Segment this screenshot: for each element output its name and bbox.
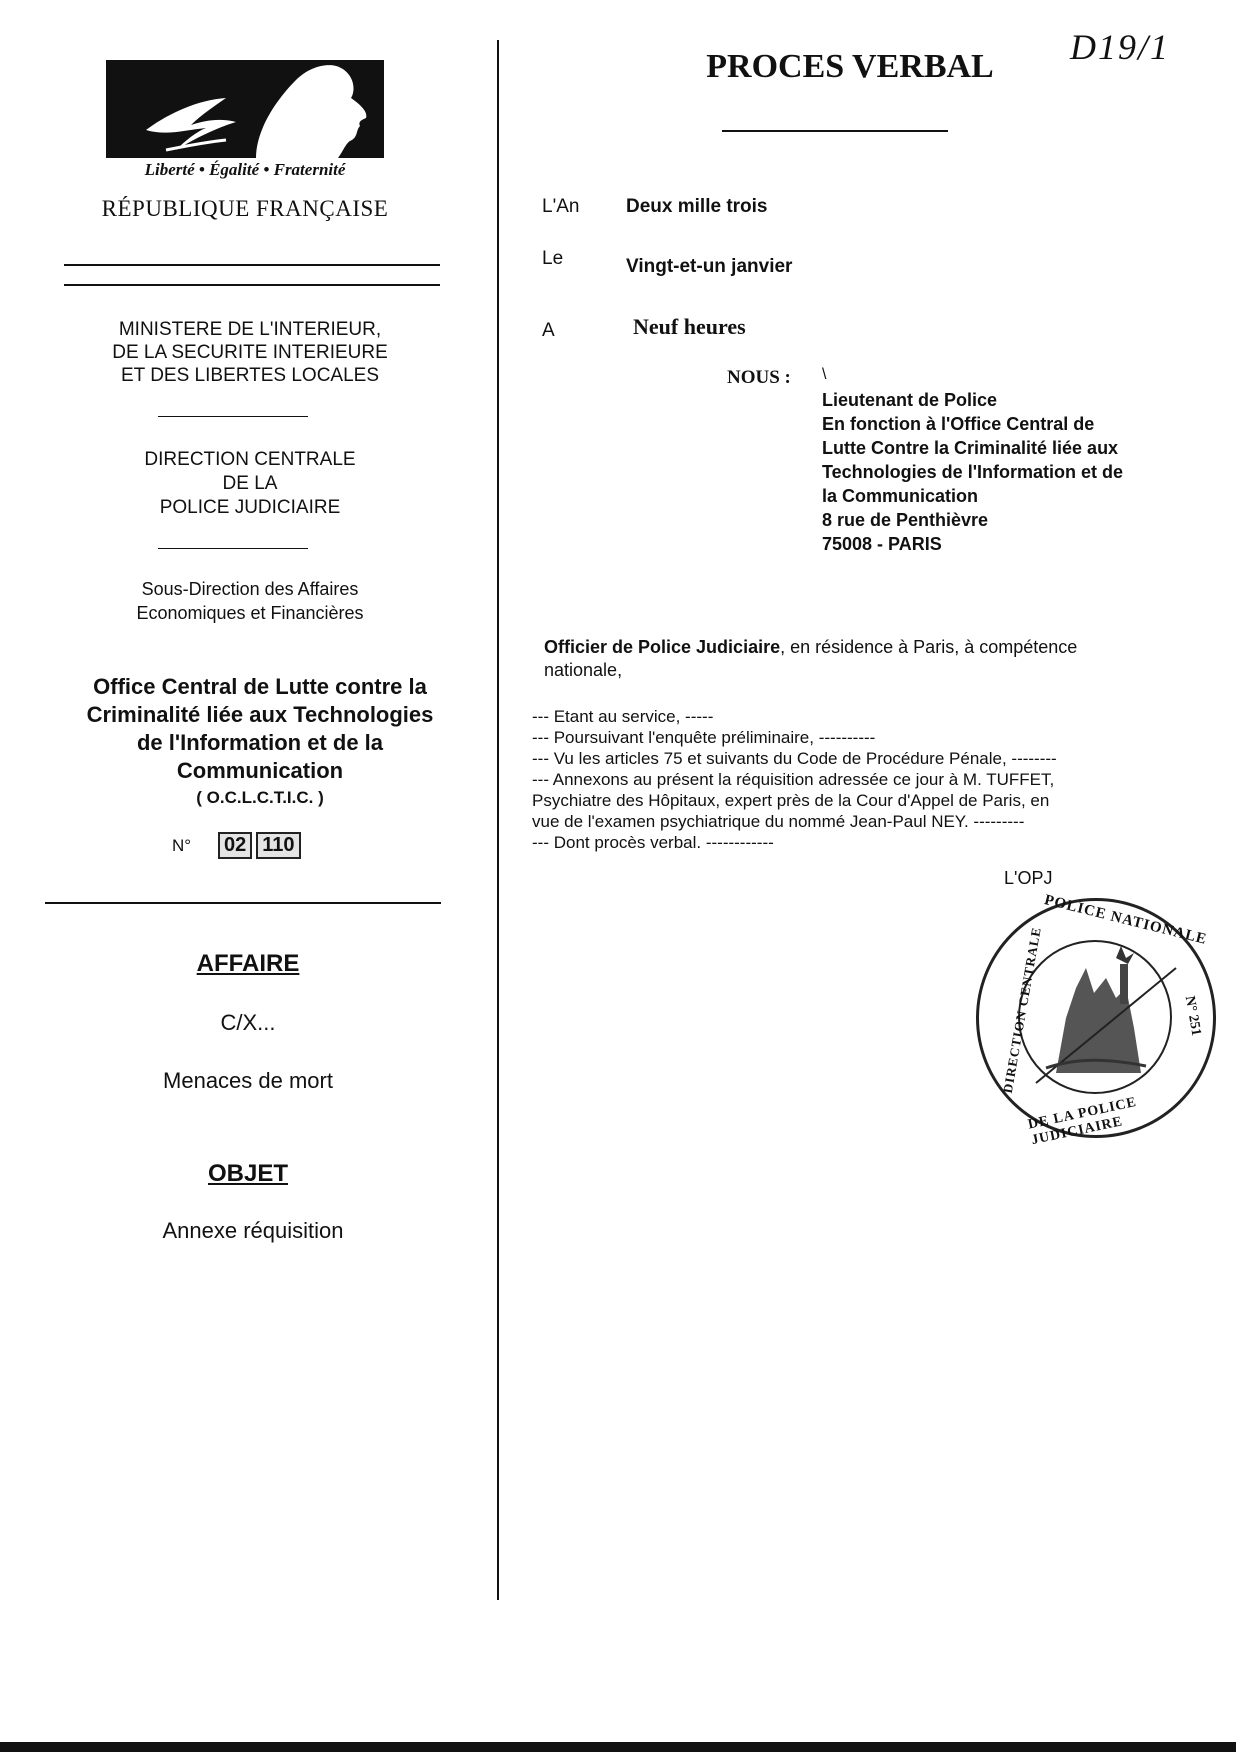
marianne-profile-icon [106,60,384,158]
case-number [218,832,301,859]
body-line: --- Dont procès verbal. ------------ [532,833,774,852]
body-line: --- Poursuivant l'enquête préliminaire, ---------- [532,728,876,747]
procedure-body [532,706,1212,853]
direction-name: DIRECTION CENTRALE DE LA POLICE JUDICIAIRE [144,449,356,518]
affaire-subject: Menaces de mort [163,1068,333,1093]
opj-statement [544,636,1204,682]
police-stamp [976,892,1216,1149]
signature-label: L'OPJ [1004,868,1053,888]
objet-heading: OBJET [207,1160,288,1187]
officer-block: Lieutenant de Police En fonction à l'Office Central de Lutte Contre la Criminalité liée aux Technologies de l'Information et de la Communication 8 rue de Penthièvre 75008 - PARIS [822,390,1123,554]
office-acronym: ( O.C.L.C.T.I.C. ) [196,788,324,807]
nous-mark: \ [822,366,827,383]
affaire-party: C/X... [220,1010,276,1035]
office-name: Office Central de Lutte contre la Criminalité liée aux Technologies de l'Information et de la Communication [86,674,434,783]
body-line: --- Annexons au présent la réquisition adressée ce jour à M. TUFFET, Psychiatre des Hôpitaux, expert près de la Cour d'Appel de Paris, en vue de l'examen psychiatrique du nommé Jean-Paul NEY. --------- [532,770,1055,831]
case-number-part: 02 [218,832,252,859]
case-number-part: 110 [256,832,300,859]
divider [158,548,308,549]
stamp-number: N° 251 [1181,994,1204,1038]
ministry-name: MINISTERE DE L'INTERIEUR, DE LA SECURITE INTERIEURE ET DES LIBERTES LOCALES [112,319,388,386]
document-title: PROCES VERBAL [706,48,994,85]
column-separator [497,40,499,1600]
marianne-logo [106,60,384,158]
affaire-heading: AFFAIRE [196,950,300,977]
year-label: L'An [542,196,580,217]
day-label: Le [542,248,564,269]
sub-direction-name: Sous-Direction des Affaires Economiques et Financières [136,579,364,623]
republic-motto: Liberté • Égalité • Fraternité [144,160,346,179]
title-underline [722,130,948,132]
scan-edge [0,1742,1236,1752]
opj-details: , en résidence à Paris, à compétence nationale, [544,637,1078,680]
objet-value: Annexe réquisition [162,1218,344,1243]
right-column [500,0,1236,1752]
number-label: N° [172,836,192,855]
stamp-left-text: DIRECTION CENTRALE [999,925,1044,1095]
divider [64,284,440,286]
time-label: A [542,320,555,341]
divider [64,264,440,266]
left-column [0,0,495,1752]
divider [45,902,441,904]
divider [158,416,308,417]
opj-title: Officier de Police Judiciaire [544,637,781,657]
day-value: Vingt-et-un janvier [626,256,793,277]
republic-name: RÉPUBLIQUE FRANÇAISE [101,196,389,221]
body-line: --- Vu les articles 75 et suivants du Code de Procédure Pénale, -------- [532,749,1057,768]
handwritten-reference: D19/1 [1070,27,1170,67]
time-value: Neuf heures [633,314,746,339]
nous-label: NOUS : [727,367,791,388]
stamp-bottom-text: DE LA POLICE JUDICIAIRE [1026,1094,1139,1149]
stamp-top-text: POLICE NATIONALE [1042,892,1209,948]
year-value: Deux mille trois [626,196,768,217]
body-line: --- Etant au service, ----- [532,707,714,726]
